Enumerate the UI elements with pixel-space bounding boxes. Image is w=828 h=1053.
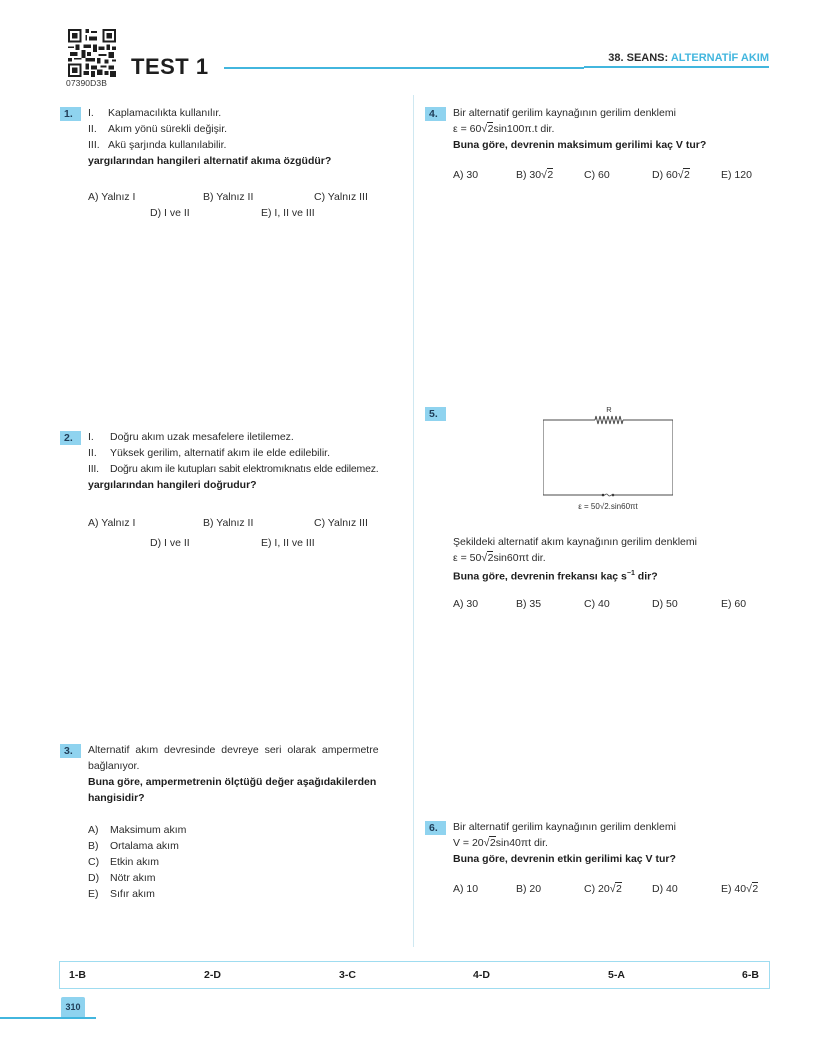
question-prompt: yargılarından hangileri alternatif akıma özgüdür? — [88, 155, 332, 167]
question-5-number-badge: 5. — [425, 407, 446, 421]
ac-source-icon — [598, 494, 618, 497]
circuit-diagram — [543, 405, 673, 515]
question-number-badge: 3. — [60, 744, 81, 758]
answer-key — [59, 961, 770, 989]
option-d[interactable]: D) I ve II — [150, 207, 190, 219]
session-topic: ALTERNATİF AKIM — [670, 52, 769, 64]
option-e[interactable]: E) I, II ve III — [261, 207, 315, 219]
option-b[interactable]: B) 20 — [516, 883, 542, 895]
statement: I. Doğru akım uzak mesafelere iletilemez. — [88, 431, 294, 443]
option-c[interactable]: C) 40 — [584, 598, 610, 610]
option-a[interactable]: A) 30 — [453, 598, 479, 610]
qr-code-label: 07390D3B — [66, 78, 107, 88]
equation: ε = 60√2sin100π.t dir. — [453, 123, 555, 135]
answer-2: 2-D — [204, 969, 221, 981]
option-e[interactable]: E) I, II ve III — [261, 537, 315, 549]
option-b[interactable]: B) 35 — [516, 598, 542, 610]
question-5 — [425, 534, 775, 614]
option-e[interactable]: E) 60 — [721, 598, 747, 610]
option-a[interactable]: A) 30 — [453, 169, 479, 181]
answer-1: 1-B — [69, 969, 86, 981]
question-number-badge: 6. — [425, 821, 446, 835]
question-prompt: Buna göre, devrenin etkin gerilimi kaç V tur? — [453, 853, 676, 865]
statement: II. Akım yönü sürekli değişir. — [88, 123, 228, 135]
option-c[interactable]: C) Yalnız III — [314, 191, 368, 203]
footer-rule — [0, 1017, 96, 1019]
question-prompt: Buna göre, devrenin maksimum gerilimi kaç V tur? — [453, 139, 707, 151]
question-2 — [60, 429, 405, 554]
resistor-label: R — [606, 405, 612, 414]
option-d[interactable]: D) Nötr akım — [88, 872, 156, 884]
statement: III. Akü şarjında kullanılabilir. — [88, 139, 227, 151]
source-equation-label: ε = 50√2.sin60πt — [578, 502, 638, 511]
session-prefix: 38. SEANS: — [608, 52, 671, 64]
question-prompt: hangisidir? — [88, 792, 145, 804]
option-c[interactable]: C) 20√2 — [584, 883, 622, 895]
question-6 — [425, 819, 775, 904]
option-a[interactable]: A) Yalnız I — [88, 191, 136, 203]
option-d[interactable]: D) 50 — [652, 598, 678, 610]
option-e[interactable]: E) Sıfır akım — [88, 888, 155, 900]
option-b[interactable]: B) 30√2 — [516, 169, 554, 181]
option-b[interactable]: B) Yalnız II — [203, 191, 254, 203]
option-a[interactable]: A) 10 — [453, 883, 479, 895]
option-d[interactable]: D) 40 — [652, 883, 678, 895]
header-rule — [224, 67, 584, 69]
question-text: Bir alternatif gerilim kaynağının gerilim denklemi — [453, 107, 676, 119]
statement: III. Doğru akım ile kutupları sabit elektromıknatıs elde edilemez. — [88, 463, 379, 475]
question-prompt: yargılarından hangileri doğrudur? — [88, 479, 257, 491]
option-a[interactable]: A) Maksimum akım — [88, 824, 187, 836]
question-number-badge: 1. — [60, 107, 81, 121]
answer-3: 3-C — [339, 969, 356, 981]
page-number: 310 — [61, 997, 85, 1017]
question-text: Şekildeki alternatif akım kaynağının gerilim denklemi — [453, 536, 697, 548]
option-d[interactable]: D) I ve II — [150, 537, 190, 549]
question-text: bağlanıyor. — [88, 760, 140, 772]
session-title — [608, 52, 769, 64]
option-c[interactable]: C) Etkin akım — [88, 856, 160, 868]
question-1 — [60, 105, 405, 225]
answer-5: 5-A — [608, 969, 625, 981]
question-prompt: Buna göre, devrenin frekansı kaç $s^{-1}$ dir? — [453, 570, 658, 583]
question-4 — [425, 105, 775, 190]
question-number-badge: 4. — [425, 107, 446, 121]
header-rule-right — [584, 66, 769, 68]
option-b[interactable]: B) Ortalama akım — [88, 840, 179, 852]
equation: ε = 50√2sin60πt dir. — [453, 552, 546, 564]
answer-4: 4-D — [473, 969, 490, 981]
question-3 — [60, 742, 400, 902]
option-e[interactable]: E) 120 — [721, 169, 752, 181]
column-divider — [413, 95, 414, 947]
test-title: TEST 1 — [131, 54, 209, 79]
question-number-badge: 2. — [60, 431, 81, 445]
option-c[interactable]: C) Yalnız III — [314, 517, 368, 529]
option-e[interactable]: E) 40√2 — [721, 883, 759, 895]
option-b[interactable]: B) Yalnız II — [203, 517, 254, 529]
option-d[interactable]: D) 60√2 — [652, 169, 690, 181]
question-prompt: Buna göre, ampermetrenin ölçtüğü değer aşağıdakilerden — [88, 776, 377, 788]
question-text: Alternatif akım devresinde devreye seri olarak ampermetre — [88, 744, 379, 756]
option-c[interactable]: C) 60 — [584, 169, 610, 181]
qr-code-icon — [68, 29, 116, 77]
option-a[interactable]: A) Yalnız I — [88, 517, 136, 529]
equation: V = 20√2sin40πt dir. — [453, 837, 548, 849]
question-text: Bir alternatif gerilim kaynağının gerilim denklemi — [453, 821, 676, 833]
statement: I. Kaplamacılıkta kullanılır. — [88, 107, 222, 119]
answer-6: 6-B — [742, 969, 759, 981]
statement: II. Yüksek gerilim, alternatif akım ile elde edilebilir. — [88, 447, 331, 459]
